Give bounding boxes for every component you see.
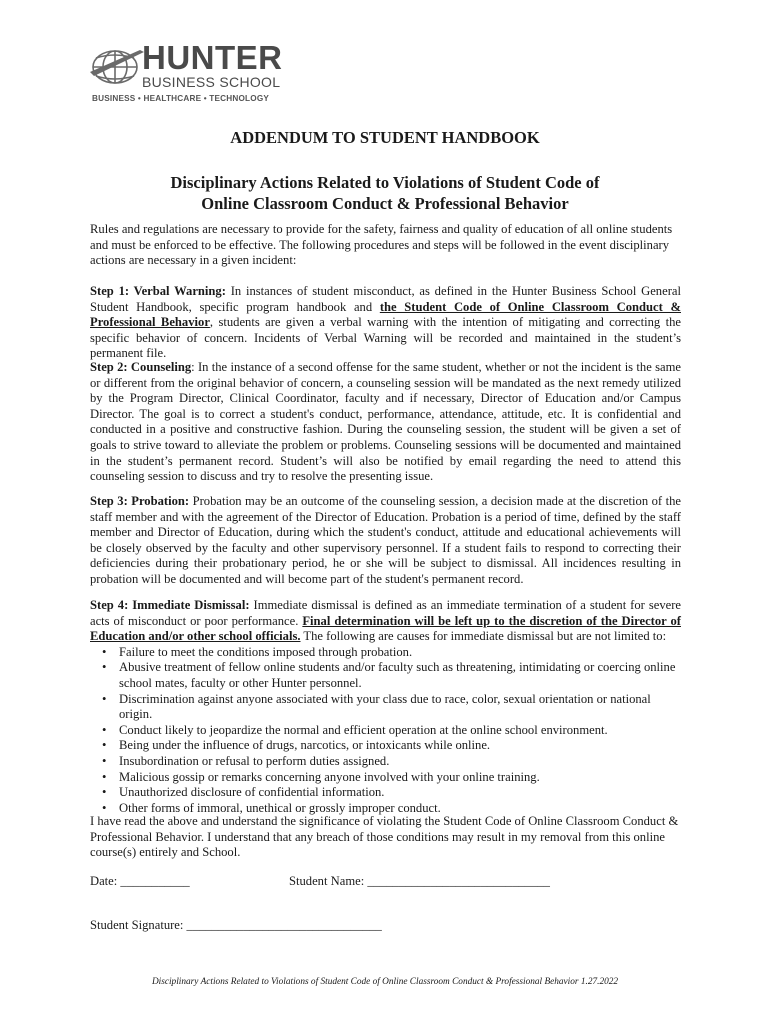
logo-school: BUSINESS SCHOOL <box>142 74 281 90</box>
step-1-label: Step 1: Verbal Warning: <box>90 284 226 298</box>
list-item: • Conduct likely to jeopardize the normal and efficient operation at the online school environment. <box>90 723 681 739</box>
dismissal-causes-list <box>90 645 681 817</box>
step-3-paragraph <box>90 494 681 588</box>
globe-logo-icon <box>90 46 148 86</box>
student-name-field[interactable] <box>289 874 550 889</box>
list-item: • Insubordination or refusal to perform duties assigned. <box>90 754 681 770</box>
step-1-text-a: In instances of student misconduct, as defined in the Hunter Business School General Student Handbook, specific program handbook and <box>90 284 681 314</box>
subtitle-line-2: Online Classroom Conduct & Professional Behavior <box>201 194 569 213</box>
logo-tagline: BUSINESS • HEALTHCARE • TECHNOLOGY <box>92 94 270 103</box>
step-4-paragraph <box>90 598 681 816</box>
list-item: • Being under the influence of drugs, narcotics, or intoxicants while online. <box>90 738 681 754</box>
signature-blank[interactable]: _______________________________ <box>186 918 382 932</box>
hunter-logo <box>90 40 290 106</box>
date-label: Date: <box>90 874 121 888</box>
step-1-text-b: , students are given a verbal warning with the intention of mitigating and correcting the specific behavior of concern. Incidents of Verbal Warning will be recorded and maintained in the student’s permanent file. <box>90 315 681 361</box>
list-item: • Malicious gossip or remarks concerning anyone involved with your online training. <box>90 770 681 786</box>
step-2-text: : In the instance of a second offense for the same student, whether or not the incident is the same or different from the original behavior of concern, a counseling session will be mandated as the next remedy utilized by the Program Director, Clinical Coordinator, faculty and if necessary, Director of Education and/or Campus Director. The goal is to correct a student's conduct, performance, attendance, attitude, etc. It is confidential and conducted in a positive and constructive fashion. During the counseling session, the student will be given a set of goals to strive toward to alleviate the problem or problems. Counseling sessions will be documented and maintained in the student’s permanent record. Student’s will also be notified by email regarding the need to attend this counseling session to discuss and try to resolve the presenting issue. <box>90 360 681 484</box>
list-item: • Discrimination against anyone associated with your class due to race, color, sexual orientation or national origin. <box>90 692 681 723</box>
student-name-blank[interactable]: _____________________________ <box>367 874 550 888</box>
subtitle-line-1: Disciplinary Actions Related to Violations of Student Code of <box>170 173 600 192</box>
step-2-label: Step 2: Counseling <box>90 360 192 374</box>
acknowledgement-text: I have read the above and understand the significance of violating the Student Code of Online Classroom Conduct & Professional Behavior. I understand that any breach of those conditions may result in my removal from this online course(s) entirely and School. <box>90 814 679 860</box>
list-item: • Unauthorized disclosure of confidential information. <box>90 785 681 801</box>
list-item: • Other forms of immoral, unethical or grossly improper conduct. <box>90 801 681 817</box>
step-4-text-b: The following are causes for immediate dismissal but are not limited to: <box>300 629 667 644</box>
signature-label: Student Signature: <box>90 918 187 932</box>
logo-name: HUNTER <box>142 39 283 76</box>
step-4-label: Step 4: Immediate Dismissal: <box>90 598 250 612</box>
intro-paragraph <box>90 222 681 269</box>
step-3-text: Probation may be an outcome of the counseling session, a decision made at the discretion of the staff member and with the agreement of the Director of Education. Probation is a period of time, defined by the staff member and Director of Education, during which the student's conduct, attitude and educational achievements will be closely observed by the faculty and other supervisory personnel. If a student fails to respond to correcting their deficiencies during their probationary period, he or she will be subject to dismissal. All incidences resulting in probation will be documented and will become part of the student's permanent record. <box>90 494 682 586</box>
date-field[interactable] <box>90 874 190 889</box>
document-subtitle <box>0 172 770 214</box>
code-of-conduct-reference: the Student Code of Online Classroom Conduct & Professional Behavior <box>90 299 681 330</box>
student-name-label: Student Name: <box>289 874 368 888</box>
intro-text: Rules and regulations are necessary to provide for the safety, fairness and quality of education of all online students and must be enforced to be effective. The following procedures and steps will be followed in the event disciplinary actions are necessary in a given incident: <box>90 222 673 268</box>
student-signature-field[interactable] <box>90 918 382 933</box>
final-determination-note: Final determination will be left up to the discretion of the Director of Education and/or other school officials. <box>90 613 681 644</box>
page-footer: Disciplinary Actions Related to Violations of Student Code of Online Classroom Conduct & Professional Behavior 1.27.2022 <box>151 977 619 987</box>
acknowledgement-paragraph <box>90 814 681 861</box>
step-4-text-a: Immediate dismissal is defined as an immediate termination of a student for severe acts of misconduct or poor performance. <box>90 598 682 628</box>
list-item: • Abusive treatment of fellow online students and/or faculty such as threatening, intimidating or coercing online school mates, faculty or other Hunter personnel. <box>90 660 681 691</box>
step-1-paragraph <box>90 284 681 362</box>
page-title: ADDENDUM TO STUDENT HANDBOOK <box>230 128 540 147</box>
date-blank[interactable]: ___________ <box>120 874 190 888</box>
step-3-label: Step 3: Probation: <box>90 494 190 508</box>
step-2-paragraph <box>90 360 681 485</box>
list-item: • Failure to meet the conditions imposed through probation. <box>90 645 681 661</box>
